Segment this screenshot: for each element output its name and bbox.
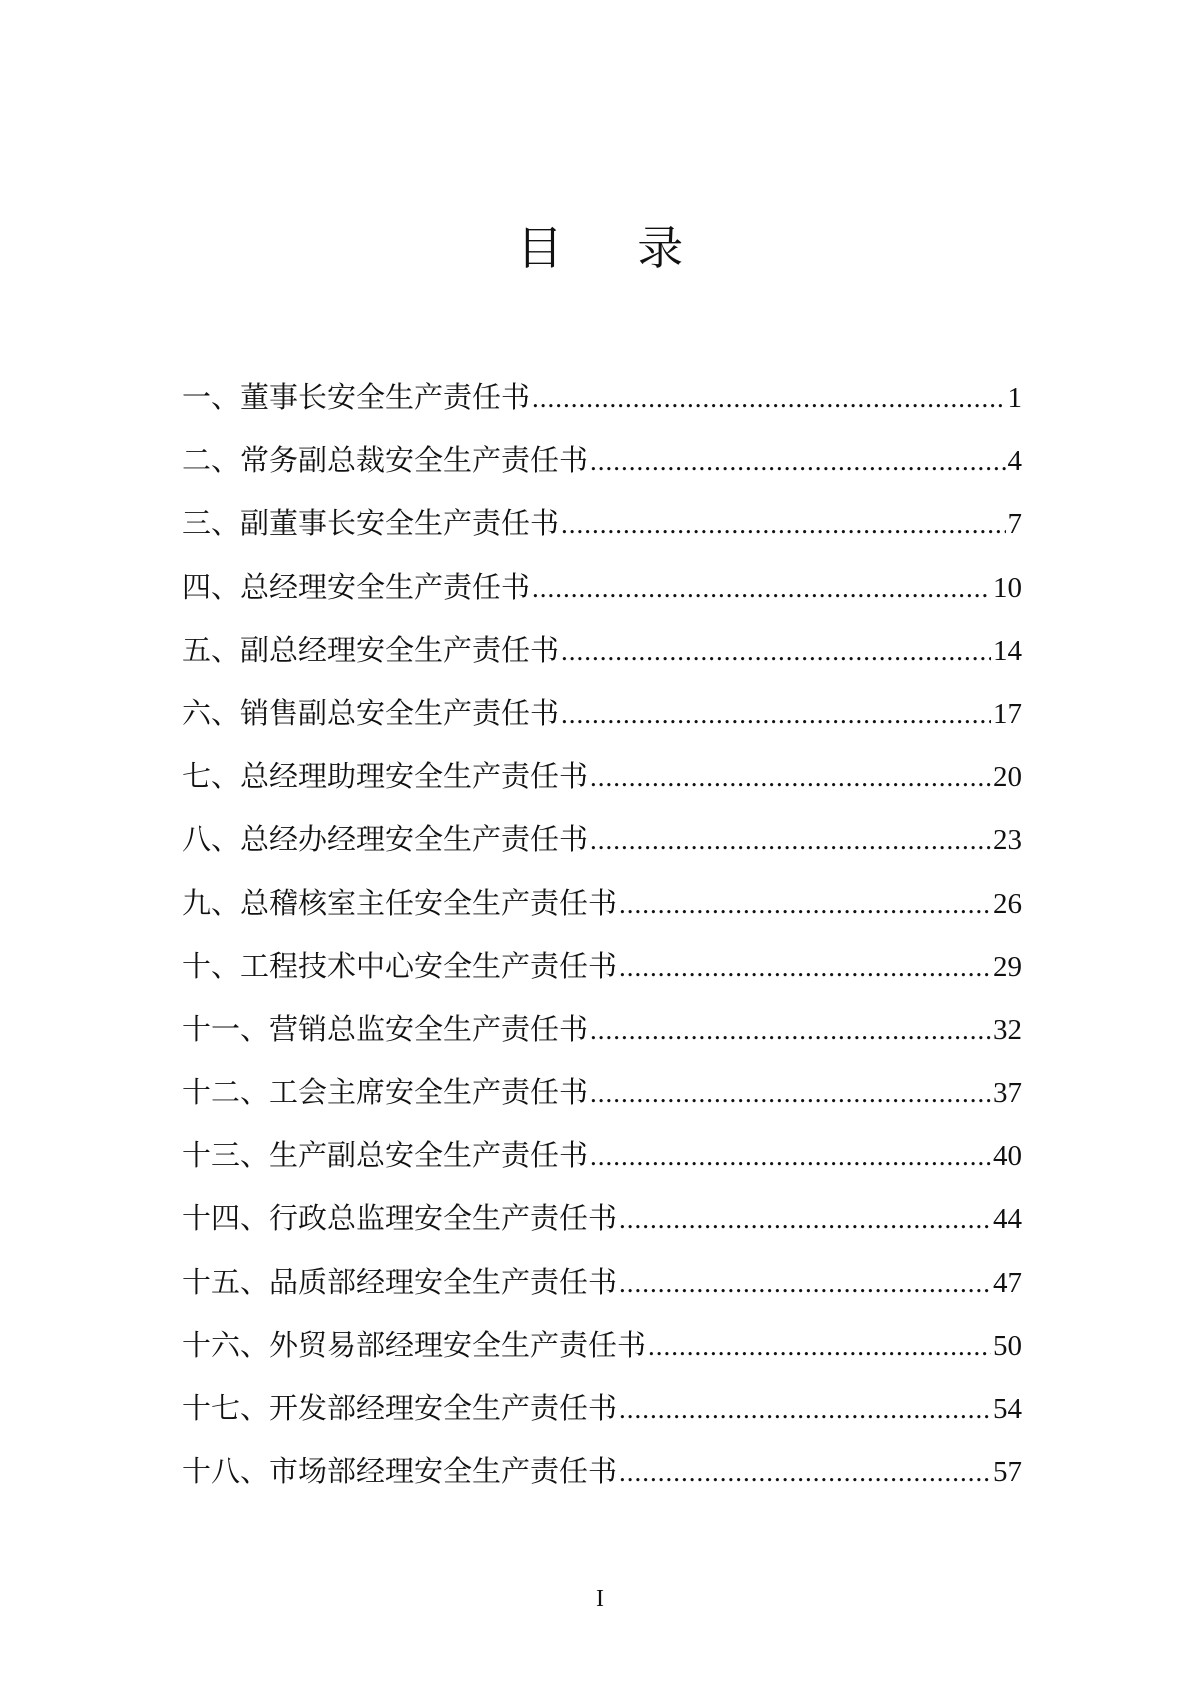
toc-dot-leader: [561, 627, 991, 675]
toc-entry[interactable]: [182, 1258, 1022, 1321]
toc-dot-leader: [590, 1132, 991, 1180]
toc-page-number: 17: [993, 697, 1022, 730]
toc-entry[interactable]: [182, 436, 1022, 499]
toc-entry[interactable]: [182, 563, 1022, 626]
toc-entry-label: 十三、生产副总安全生产责任书: [182, 1138, 589, 1173]
toc-page-number: 57: [993, 1456, 1022, 1489]
toc-entry[interactable]: [182, 1005, 1022, 1068]
toc-page-number: 26: [993, 887, 1022, 920]
toc-entry[interactable]: [182, 1131, 1022, 1194]
toc-entry-label: 十八、市场部经理安全生产责任书: [182, 1454, 618, 1489]
toc-page-number: 44: [993, 1203, 1022, 1236]
toc-entry-label: 十二、工会主席安全生产责任书: [182, 1075, 589, 1110]
toc-dot-leader: [532, 564, 991, 612]
toc-page-number: 32: [993, 1013, 1022, 1046]
toc-entry-label: 八、总经办经理安全生产责任书: [182, 822, 589, 857]
toc-entry[interactable]: [182, 815, 1022, 878]
toc-dot-leader: [619, 1195, 991, 1243]
toc-page-number: 1: [1007, 382, 1022, 414]
toc-page-number: 23: [993, 824, 1022, 857]
toc-entry[interactable]: [182, 1321, 1022, 1384]
toc-entry[interactable]: [182, 752, 1022, 815]
toc-entry-label: 四、总经理安全生产责任书: [182, 569, 531, 604]
toc-dot-leader: [619, 943, 991, 991]
toc-entry[interactable]: [182, 499, 1022, 562]
toc-entry-label: 十四、行政总监理安全生产责任书: [182, 1201, 618, 1236]
toc-dot-leader: [619, 880, 991, 928]
toc-page-number: 40: [993, 1140, 1022, 1173]
toc-entry[interactable]: [182, 1194, 1022, 1257]
toc-entry-label: 五、副总经理安全生产责任书: [182, 632, 560, 667]
toc-entry-label: 十七、开发部经理安全生产责任书: [182, 1391, 618, 1425]
toc-dot-leader: [590, 753, 991, 801]
toc-dot-leader: [590, 1069, 991, 1117]
toc-dot-leader: [561, 500, 1005, 548]
toc-page-number: 29: [993, 950, 1022, 983]
toc-entry[interactable]: [182, 942, 1022, 1005]
table-of-contents: [182, 373, 1022, 1510]
toc-page-number: 4: [1007, 445, 1022, 478]
toc-entry[interactable]: [182, 879, 1022, 942]
toc-entry[interactable]: [182, 1447, 1022, 1510]
toc-page-number: 10: [993, 571, 1022, 604]
page-title: 目 录: [516, 221, 714, 275]
toc-dot-leader: [619, 1448, 991, 1496]
toc-dot-leader: [648, 1322, 991, 1370]
toc-entry[interactable]: [182, 626, 1022, 689]
toc-entry-label: 九、总稽核室主任安全生产责任书: [182, 885, 618, 920]
toc-page-number: 47: [993, 1266, 1022, 1299]
toc-entry-label: 七、总经理助理安全生产责任书: [182, 759, 589, 794]
toc-dot-leader: [619, 1259, 991, 1307]
toc-page-number: 54: [993, 1393, 1022, 1425]
toc-page-number: 37: [993, 1077, 1022, 1110]
toc-entry[interactable]: [182, 1384, 1022, 1447]
toc-entry-label: 二、常务副总裁安全生产责任书: [182, 443, 589, 478]
toc-entry[interactable]: [182, 1068, 1022, 1131]
toc-dot-leader: [590, 1006, 991, 1054]
toc-entry-label: 一、董事长安全生产责任书: [182, 380, 531, 414]
page-number-footer: I: [596, 1586, 604, 1612]
toc-entry-label: 六、销售副总安全生产责任书: [182, 695, 560, 730]
toc-entry-label: 十、工程技术中心安全生产责任书: [182, 948, 618, 983]
toc-page-number: 7: [1007, 508, 1022, 541]
toc-entry-label: 十六、外贸易部经理安全生产责任书: [182, 1327, 647, 1362]
toc-page-number: 14: [993, 634, 1022, 667]
toc-entry-label: 三、副董事长安全生产责任书: [182, 506, 560, 541]
toc-entry[interactable]: [182, 373, 1022, 436]
toc-entry-label: 十一、营销总监安全生产责任书: [182, 1011, 589, 1046]
toc-page-number: 50: [993, 1329, 1022, 1362]
toc-dot-leader: [532, 374, 1005, 422]
toc-page-number: 20: [993, 761, 1022, 794]
toc-dot-leader: [561, 690, 991, 738]
toc-dot-leader: [590, 437, 1005, 485]
toc-dot-leader: [619, 1385, 991, 1433]
toc-dot-leader: [590, 816, 991, 864]
toc-entry-label: 十五、品质部经理安全生产责任书: [182, 1264, 618, 1299]
toc-entry[interactable]: [182, 689, 1022, 752]
